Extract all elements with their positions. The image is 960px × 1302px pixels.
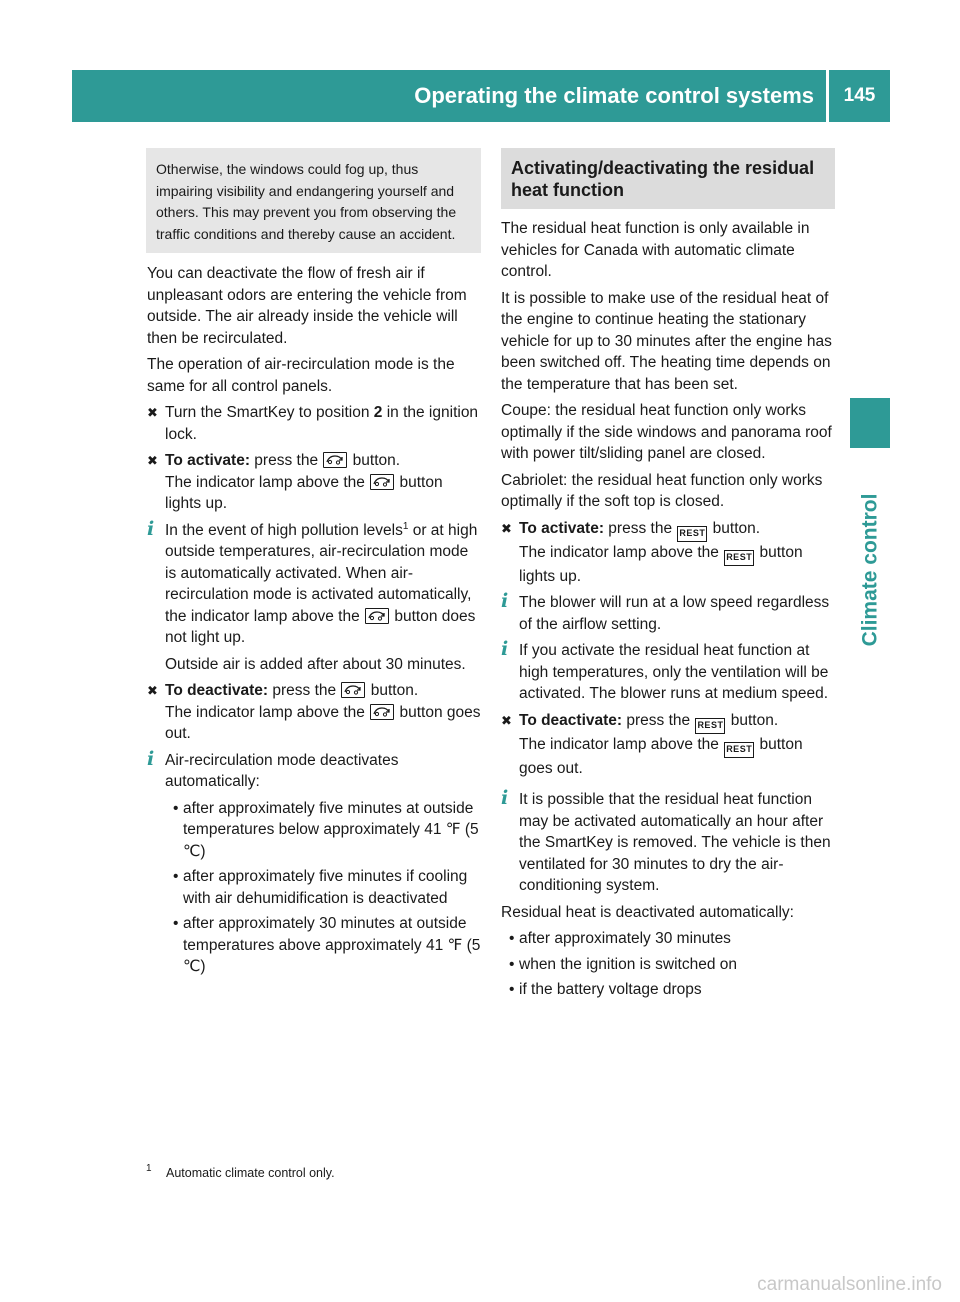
paragraph: It is possible to make use of the residual heat of the engine to continue heating the stationary vehicle for up to 30 minutes after the engine has been switched off. The heating time depends on the temperature that has been set. bbox=[501, 289, 832, 393]
info-note: i If you activate the residual heat function at high temperatures, only the ventilation will be activated. The blower runs at medium speed. bbox=[501, 638, 829, 702]
air-recirculation-icon bbox=[323, 452, 347, 468]
instruction-step: ✖ To deactivate: press the button. The indicator lamp above the button goes out. bbox=[147, 682, 481, 742]
paragraph: The operation of air-recirculation mode is the same for all control panels. bbox=[147, 356, 455, 395]
list-item: • when the ignition is switched on bbox=[509, 955, 737, 973]
rest-button-icon: REST bbox=[695, 718, 725, 734]
rest-button-icon: REST bbox=[677, 526, 707, 542]
instruction-step: ✖ To deactivate: press the REST button. The indicator lamp above the REST button goes out. bbox=[501, 711, 803, 777]
section-heading: Activating/deactivating the residual heat function bbox=[501, 148, 835, 209]
step-arrow-icon: ✖ bbox=[147, 453, 158, 468]
info-note: i The blower will run at a low speed regardless of the airflow setting. bbox=[501, 590, 830, 633]
step-arrow-icon: ✖ bbox=[147, 683, 158, 698]
header-bar bbox=[72, 70, 890, 122]
instruction-step: ✖ Turn the SmartKey to position 2 in the ignition lock. bbox=[147, 404, 479, 443]
air-recirculation-icon bbox=[365, 608, 389, 624]
footnote-number: 1 bbox=[146, 1163, 152, 1174]
rest-button-icon: REST bbox=[724, 550, 754, 566]
air-recirculation-icon bbox=[370, 474, 394, 490]
paragraph: The residual heat function is only available in vehicles for Canada with automatic climate control. bbox=[501, 220, 810, 280]
list-item: • after approximately five minutes if cooling with air dehumidification is deactivated bbox=[173, 868, 468, 907]
rest-button-icon: REST bbox=[724, 742, 754, 758]
chapter-tab bbox=[850, 398, 890, 448]
footnote-text: Automatic climate control only. bbox=[166, 1166, 335, 1180]
air-recirculation-icon bbox=[370, 704, 394, 720]
info-icon: i bbox=[501, 638, 509, 660]
paragraph: Residual heat is deactivated automatically: bbox=[501, 903, 794, 921]
list-item: • after approximately 30 minutes at outside temperatures above approximately 41 ℉ (5 ℃) bbox=[173, 915, 481, 975]
bullet-list bbox=[165, 798, 481, 978]
step-arrow-icon: ✖ bbox=[147, 405, 158, 420]
list-item: • if the battery voltage drops bbox=[509, 981, 702, 998]
page-title: Operating the climate control systems bbox=[414, 83, 814, 108]
paragraph: Cabriolet: the residual heat function only works optimally if the soft top is closed. bbox=[501, 471, 823, 510]
step-arrow-icon: ✖ bbox=[501, 712, 512, 728]
watermark: carmanualsonline.info bbox=[757, 1274, 942, 1295]
info-note: i Air-recirculation mode deactivates automatically: bbox=[147, 747, 399, 790]
air-recirculation-icon bbox=[341, 682, 365, 698]
page-number: 145 bbox=[843, 85, 876, 106]
warning-box: Otherwise, the windows could fog up, thus impairing visibility and endangering yourself and others. This may prevent you from observing the traffic conditions and thereby cause an accident. bbox=[146, 148, 481, 253]
chapter-label bbox=[835, 475, 905, 665]
info-note: i It is possible that the residual heat function may be activated automatically an hour after the SmartKey is removed. The vehicle is then ventilated for 30 minutes to dry the air-conditioning system. bbox=[501, 787, 831, 894]
info-icon: i bbox=[501, 590, 509, 612]
paragraph: Coupe: the residual heat function only works optimally if the side windows and panorama roof with power tilt/sliding panel are closed. bbox=[501, 402, 832, 462]
info-icon: i bbox=[147, 517, 155, 540]
info-icon: i bbox=[147, 747, 155, 770]
info-note: i In the event of high pollution levels$^1$ or at high outside temperatures, air-recirculation mode is automatically activated. When air-recirculation mode is activated automatically, the indicator lamp above the button does not light up. Outside air is added after about 30 minutes. bbox=[147, 517, 478, 673]
chapter-label-text: Climate control bbox=[858, 493, 882, 647]
instruction-step: ✖ To activate: press the REST button. The indicator lamp above the REST button lights up. bbox=[501, 519, 803, 585]
list-item: • after approximately 30 minutes bbox=[509, 930, 731, 947]
info-icon: i bbox=[501, 787, 509, 809]
paragraph: You can deactivate the flow of fresh air if unpleasant odors are entering the vehicle from outside. The air already inside the vehicle will then be recirculated. bbox=[147, 265, 467, 347]
list-item: • after approximately five minutes at outside temperatures below approximately 41 ℉ (5 ℃) bbox=[173, 799, 479, 860]
step-arrow-icon: ✖ bbox=[501, 520, 512, 536]
instruction-step: ✖ To activate: press the button. The indicator lamp above the button lights up. bbox=[147, 452, 443, 512]
left-column bbox=[147, 148, 481, 982]
right-column bbox=[501, 148, 835, 1005]
